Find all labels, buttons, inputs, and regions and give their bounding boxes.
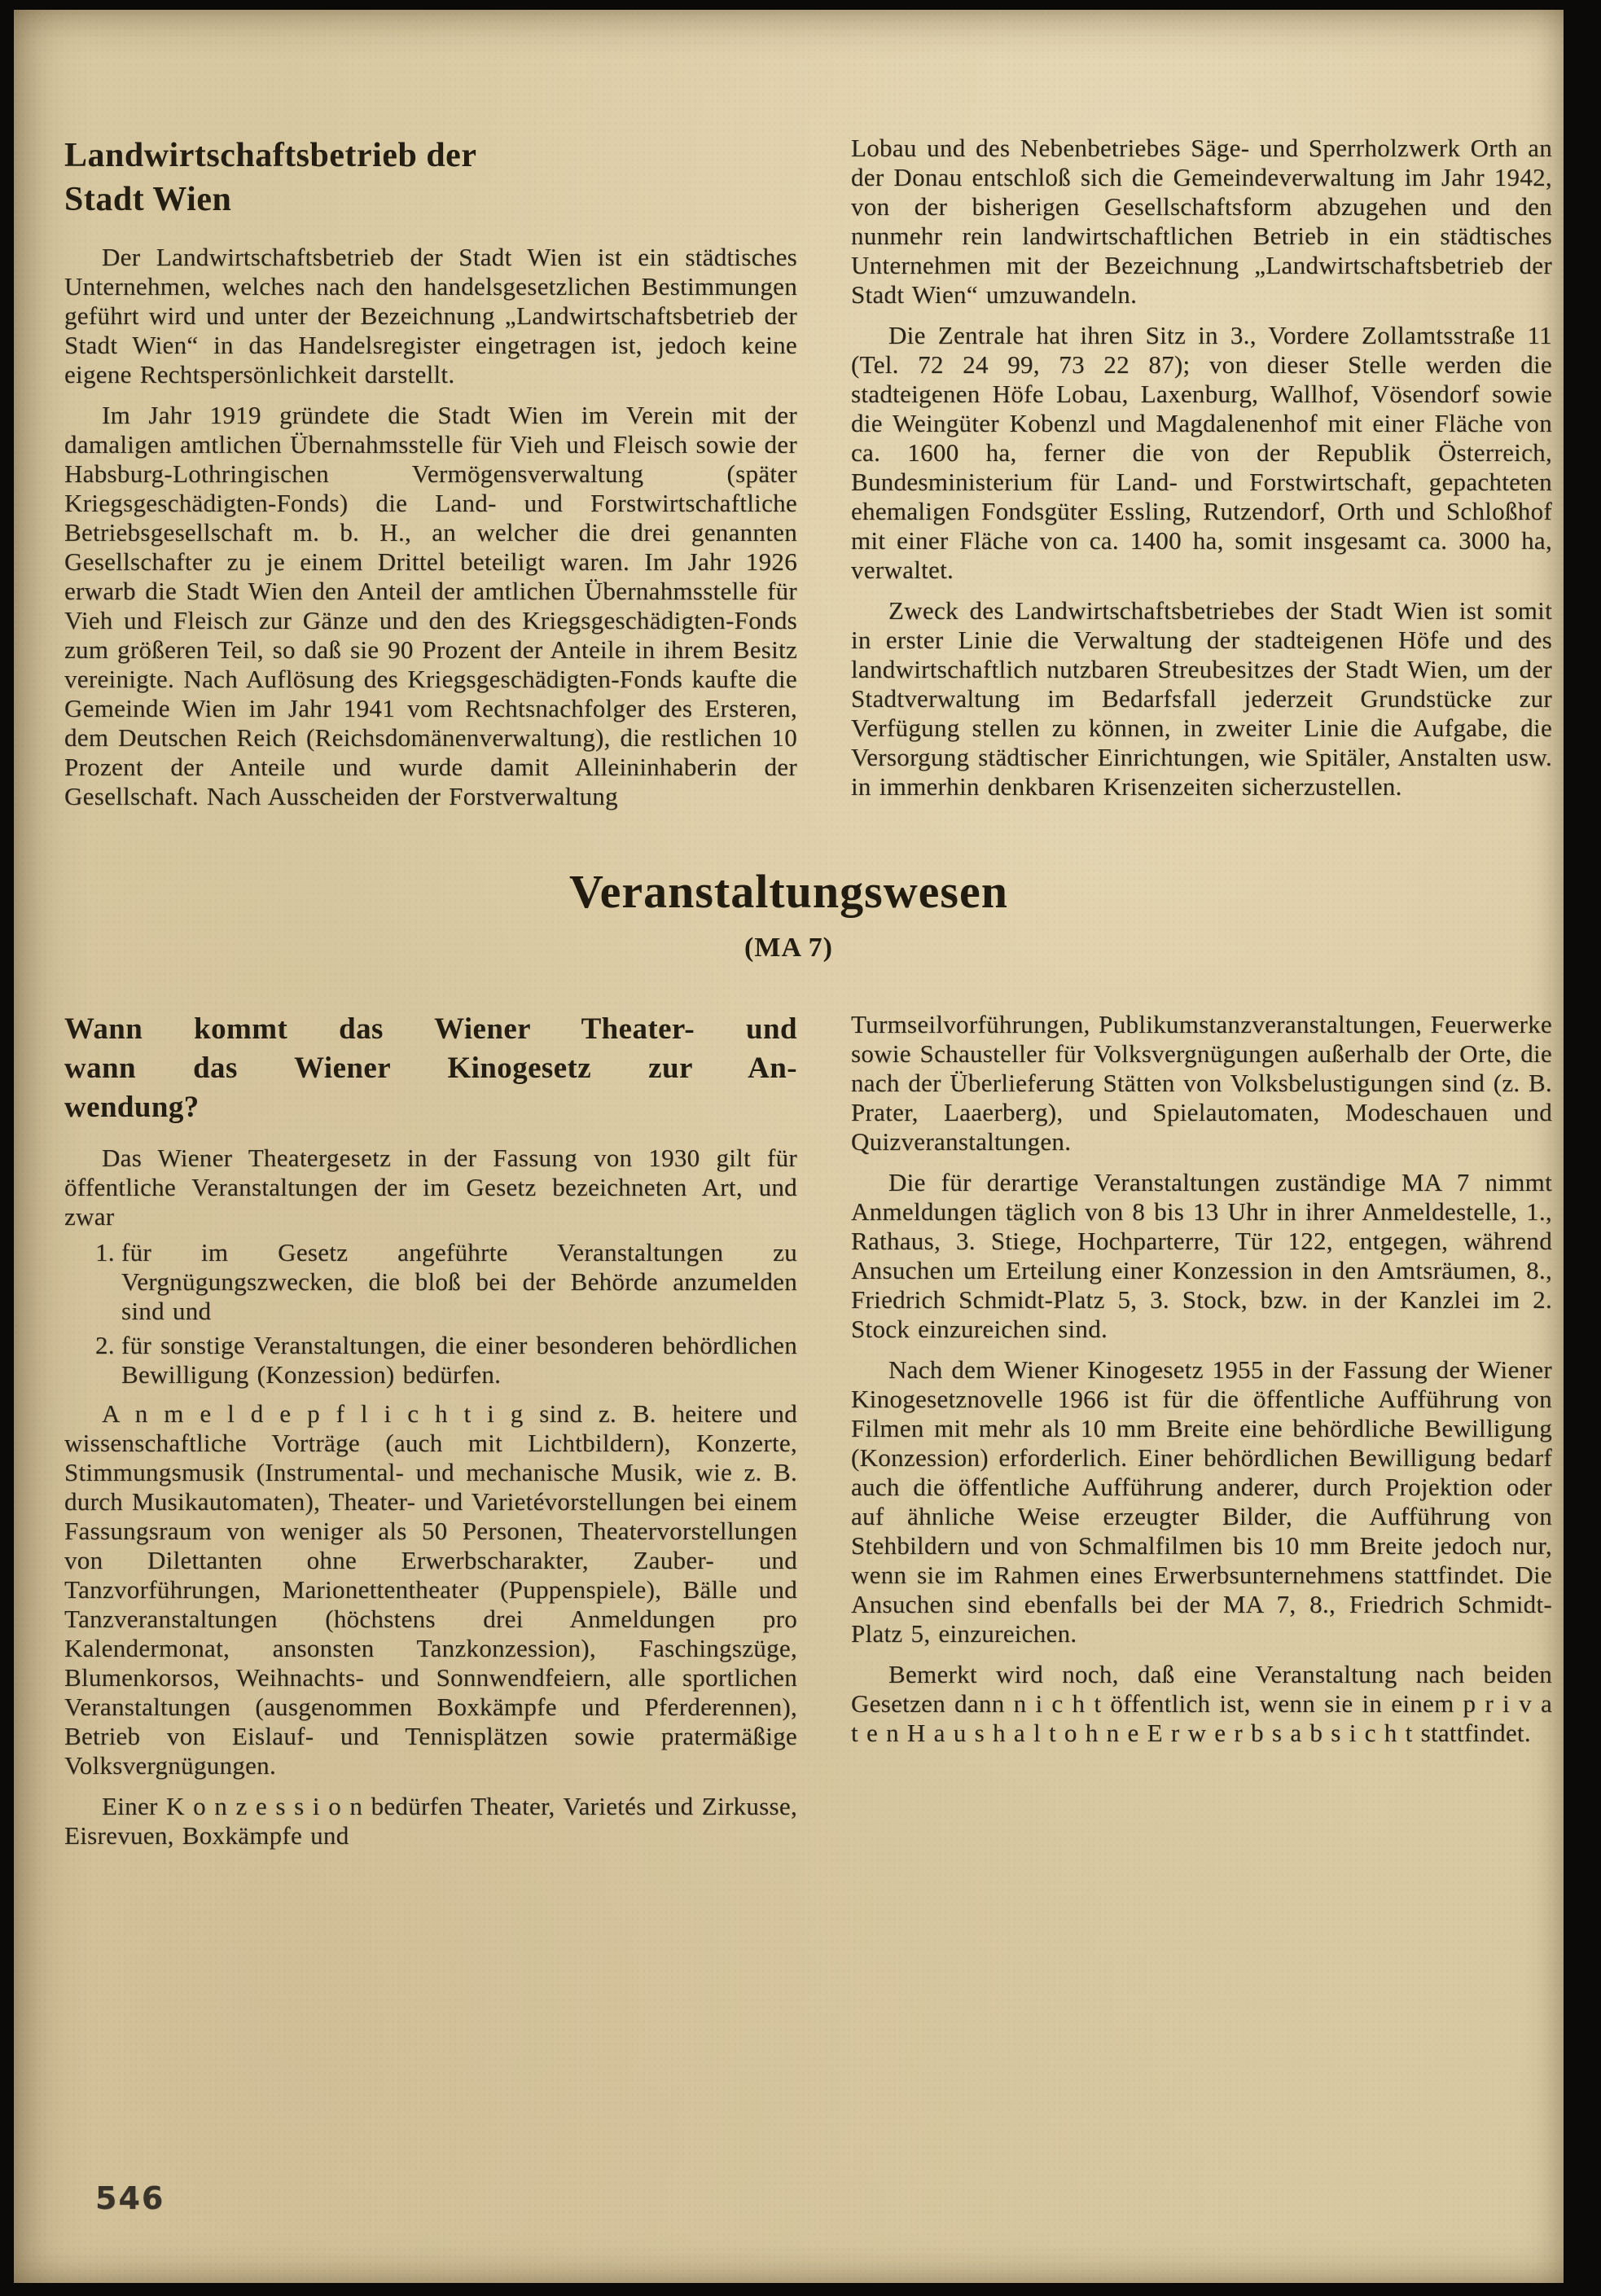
list-item <box>64 1331 797 1389</box>
top-columns <box>14 10 1564 823</box>
question-heading <box>64 1010 797 1127</box>
top-left-column <box>64 134 797 823</box>
paragraph: Die für derartige Veranstaltungen zuständige MA 7 nimmt Anmeldungen täglich von 8 bis 13 Uhr in ihrer Anmeldestelle, 1., Rathaus, 3. Stiege, Hochparterre, Tür 122, entgegen, während Ansuchen um Erteilung einer Konzession in den Amtsräumen, 8., Friedrich Schmidt-Platz 5, 3. Stock, bzw. in der Kanzlei im 2. Stock einzureichen sind. <box>851 1168 1552 1343</box>
paragraph: Einer K o n z e s s i o n bedürfen Theater, Varietés und Zirkusse, Eisrevuen, Boxkämpfe und <box>64 1792 797 1850</box>
bottom-left-column <box>64 1010 797 1862</box>
bottom-right-column <box>851 1010 1552 1759</box>
page-content <box>14 10 1564 2283</box>
list-item-marker: 2. <box>95 1331 115 1359</box>
question-heading-line1: Wann kommt das Wiener Theater- und <box>64 1012 797 1046</box>
list-item-text: für im Gesetz angeführte Veranstaltungen zu Vergnügungszwecken, die bloß bei der Behörde anzumelden sind und <box>121 1238 797 1325</box>
paragraph: Nach dem Wiener Kinogesetz 1955 in der Fassung der Wiener Kinogesetznovelle 1966 ist für die öffentliche Aufführung von Filmen mit mehr als 10 mm Breite eine behördliche Bewilligung (Konzession) erforderlich. Einer behördlichen Bewilligung bedarf auch die öffentliche Aufführung anderer, durch Projektion oder auf ähnliche Weise erzeugter Bilder, die Aufführung von Stehbildern und von Schmalfilmen bis 10 mm Breite jedoch nur, wenn sie im Rahmen eines Erwerbsunternehmens stattfindet. Die Ansuchen sind ebenfalls bei der MA 7, 8., Friedrich Schmidt-Platz 5, einzureichen. <box>851 1355 1552 1648</box>
paragraph: Turmseilvorführungen, Publikumstanzveranstaltungen, Feuerwerke sowie Schausteller für Volksvergnügungen außerhalb der Orte, die nach der Überlieferung Stätten von Volksbelustigungen sind (z. B. Prater, Laaerberg), und Spielautomaten, Modeschauen und Quizveranstaltungen. <box>851 1010 1552 1156</box>
paragraph: Das Wiener Theatergesetz in der Fassung von 1930 gilt für öffentliche Veranstaltungen der im Gesetz bezeichneten Art, und zwar <box>64 1144 797 1231</box>
page-number: 546 <box>95 2180 165 2216</box>
article-title-landwirtschaftsbetrieb <box>64 134 797 222</box>
list-item <box>64 1238 797 1326</box>
article-title-line1: Landwirtschaftsbetrieb der <box>64 137 477 174</box>
paragraph: Bemerkt wird noch, daß eine Veranstaltung nach beiden Gesetzen dann n i c h t öffentlich ist, wenn sie in einem p r i v a t e n H a u s h a l t o h n e E r w e r b s a b s i c h t stattfindet. <box>851 1660 1552 1747</box>
law-case-list <box>64 1238 797 1389</box>
section-subtitle-ma7: (MA 7) <box>744 933 833 963</box>
list-item-marker: 1. <box>95 1238 115 1267</box>
list-item-text: für sonstige Veranstaltungen, die einer besonderen behördlichen Bewilligung (Konzession) bedürfen. <box>121 1331 797 1389</box>
section-heading-block <box>14 865 1564 964</box>
article-title-line2: Stadt Wien <box>64 181 232 218</box>
paragraph: Lobau und des Nebenbetriebes Säge- und Sperrholzwerk Orth an der Donau entschloß sich die Gemeindeverwaltung im Jahr 1942, von der bisherigen Gesellschaftsform abzugehen und den nunmehr rein landwirtschaftlichen Betrieb in ein städtisches Unternehmen mit der Bezeichnung „Landwirtschaftsbetrieb der Stadt Wien“ umzuwandeln. <box>851 134 1552 309</box>
section-title: Veranstaltungswesen <box>569 865 1008 918</box>
question-heading-line2: wann das Wiener Kinogesetz zur An- <box>64 1051 797 1085</box>
paragraph: Der Landwirtschaftsbetrieb der Stadt Wien ist ein städtisches Unternehmen, welches nach den handelsgesetzlichen Bestimmungen geführt wird und unter der Bezeichnung „Landwirtschaftsbetrieb der Stadt Wien“ in das Handelsregister eingetragen ist, jedoch keine eigene Rechtspersönlichkeit darstellt. <box>64 243 797 389</box>
paragraph: A n m e l d e p f l i c h t i g sind z. B. heitere und wissenschaftliche Vorträge (auch mit Lichtbildern), Konzerte, Stimmungsmusik (Instrumental- und mechanische Musik, wie z. B. durch Musikautomaten), Theater- und Varietévorstellungen bei einem Fassungsraum von weniger als 50 Personen, Theatervorstellungen von Dilettanten ohne Erwerbscharakter, Zauber- und Tanzvorführungen, Marionettentheater (Puppenspiele), Bälle und Tanzveranstaltungen (höchstens drei Anmeldungen pro Kalendermonat, ansonsten Tanzkonzession), Faschingszüge, Blumenkorsos, Weihnachts- und Sonnwendfeiern, alle sportlichen Veranstaltungen (ausgenommen Boxkämpfe und Pferderennen), Betrieb von Eislauf- und Tennisplätzen sowie pratermäßige Volksvergnügungen. <box>64 1399 797 1780</box>
page-paper <box>14 10 1564 2283</box>
top-right-column <box>851 134 1552 813</box>
bottom-columns <box>14 964 1564 1862</box>
question-heading-line3: wendung? <box>64 1091 200 1124</box>
paragraph: Zweck des Landwirtschaftsbetriebes der Stadt Wien ist somit in erster Linie die Verwaltung der stadteigenen Höfe und des landwirtschaftlich nutzbaren Streubesitzes der Stadt Wien, um der Stadtverwaltung im Bedarfsfall jederzeit Grundstücke zur Verfügung stellen zu können, in zweiter Linie die Aufgabe, die Versorgung städtischer Einrichtungen, wie Spitäler, Anstalten usw. in immerhin denkbaren Krisenzeiten sicherzustellen. <box>851 596 1552 801</box>
paragraph: Die Zentrale hat ihren Sitz in 3., Vordere Zollamtsstraße 11 (Tel. 72 24 99, 73 22 87); von dieser Stelle werden die stadteigenen Höfe Lobau, Laxenburg, Wallhof, Vösendorf sowie die Weingüter Kobenzl und Magdalenenhof mit einer Fläche von ca. 1600 ha, ferner die von der Republik Österreich, Bundesministerium für Land- und Forstwirtschaft, gepachteten ehemaligen Fondsgüter Essling, Rutzendorf, Orth und Schloßhof mit einer Fläche von ca. 1400 ha, somit insgesamt ca. 3000 ha, verwaltet. <box>851 321 1552 584</box>
paragraph: Im Jahr 1919 gründete die Stadt Wien im Verein mit der damaligen amtlichen Übernahmsstelle für Vieh und Fleisch sowie der Habsburg-Lothringischen Vermögensverwaltung (später Kriegsgeschädigten-Fonds) die Land- und Forstwirtschaftliche Betriebsgesellschaft m. b. H., an welcher die drei genannten Gesellschafter zu je einem Drittel beteiligt waren. Im Jahr 1926 erwarb die Stadt Wien den Anteil der amtlichen Übernahmsstelle für Vieh und Fleisch zur Gänze und den des Kriegsgeschädigten-Fonds zum größeren Teil, so daß sie 90 Prozent der Anteile in ihrem Besitz vereinigte. Nach Auflösung des Kriegsgeschädigten-Fonds kaufte die Gemeinde Wien im Jahr 1941 vom Rechtsnachfolger des Ersteren, dem Deutschen Reich (Reichsdomänenverwaltung), die restlichen 10 Prozent der Anteile und wurde damit Alleininhaberin der Gesellschaft. Nach Ausscheiden der Forstverwaltung <box>64 401 797 810</box>
